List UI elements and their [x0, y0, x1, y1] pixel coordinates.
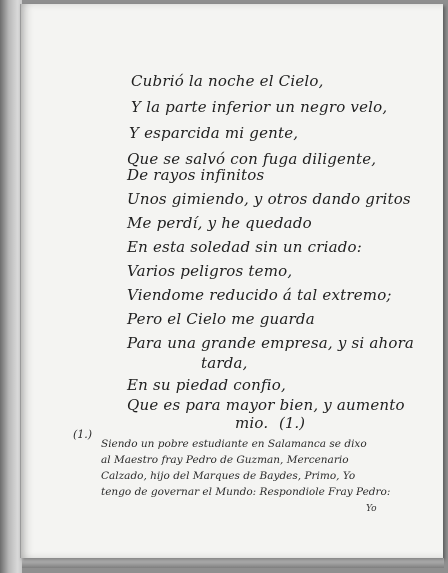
- catchword: Yo: [366, 504, 377, 514]
- footnote-line: tengo de governar el Mundo: Respondiole Fray Pedro:: [101, 486, 391, 498]
- footnote-marker: (1.): [73, 428, 93, 441]
- page-edge: [22, 558, 444, 568]
- poem-line: Que es para mayor bien, y aumento: [127, 396, 405, 414]
- poem-line: En su piedad confio,: [127, 376, 286, 394]
- poem-line: Pero el Cielo me guarda: [127, 310, 315, 328]
- poem-line: Y la parte inferior un negro velo,: [131, 98, 388, 116]
- poem-line: Varios peligros temo,: [127, 262, 293, 280]
- poem-line: Y esparcida mi gente,: [129, 124, 299, 142]
- manuscript-page: [20, 4, 443, 558]
- poem-line: Cubrió la noche el Cielo,: [131, 72, 324, 90]
- poem-line: tarda,: [201, 354, 248, 372]
- poem-line: En esta soledad sin un criado:: [127, 238, 363, 256]
- poem-line: Para una grande empresa, y si ahora: [127, 334, 415, 352]
- poem-line: Me perdí, y he quedado: [127, 214, 312, 232]
- poem-line: De rayos infinitos: [127, 166, 265, 184]
- poem-line: Viendome reducido á tal extremo;: [127, 286, 392, 304]
- footnote-line: Calzado, hijo del Marques de Baydes, Primo, Yo: [101, 470, 356, 482]
- book-binding: [0, 0, 22, 573]
- poem-line: Unos gimiendo, y otros dando gritos: [127, 190, 411, 208]
- footnote-line: al Maestro fray Pedro de Guzman, Mercenario: [101, 454, 349, 466]
- poem-line: Que se salvó con fuga diligente,: [127, 150, 377, 168]
- footnote-line: Siendo un pobre estudiante en Salamanca se dixo: [101, 438, 367, 450]
- poem-line: mio.: [235, 414, 269, 432]
- poem-note-marker: (1.): [279, 414, 306, 432]
